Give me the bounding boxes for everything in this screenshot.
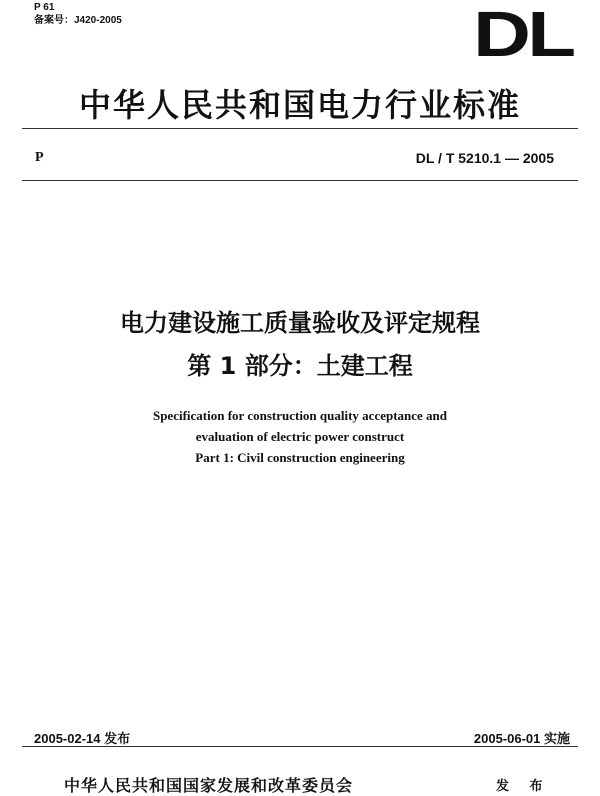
dl-logo: DL xyxy=(472,0,572,70)
filing-number: 备案号：J420-2005 xyxy=(34,15,122,26)
issue-date: 2005-02-14 发布 xyxy=(34,731,131,746)
english-title-line-1: Specification for construction quality acceptance and xyxy=(152,408,448,423)
english-title-line-3: Part 1: Civil construction engineering xyxy=(195,450,405,465)
chinese-title-line-2: 第 1 部分：土建工程 xyxy=(187,352,413,380)
english-title-line-2: evaluation of electric power construct xyxy=(195,429,405,444)
middle-divider xyxy=(22,180,578,181)
standard-number: DL / T 5210.1 — 2005 xyxy=(415,150,554,166)
chinese-title-line-1: 电力建设施工质量验收及评定规程 xyxy=(120,309,480,337)
top-divider xyxy=(22,128,578,129)
issue-label: 发 布 xyxy=(496,779,551,794)
bottom-divider xyxy=(22,746,578,747)
issuing-authority: 中华人民共和国国家发展和改革委员会 xyxy=(64,776,354,795)
classification-code: P 61 xyxy=(34,2,55,13)
ccs-code: P xyxy=(35,150,44,165)
standard-title: 中华人民共和国电力行业标准 xyxy=(78,86,521,124)
implementation-date: 2005-06-01 实施 xyxy=(473,731,570,746)
